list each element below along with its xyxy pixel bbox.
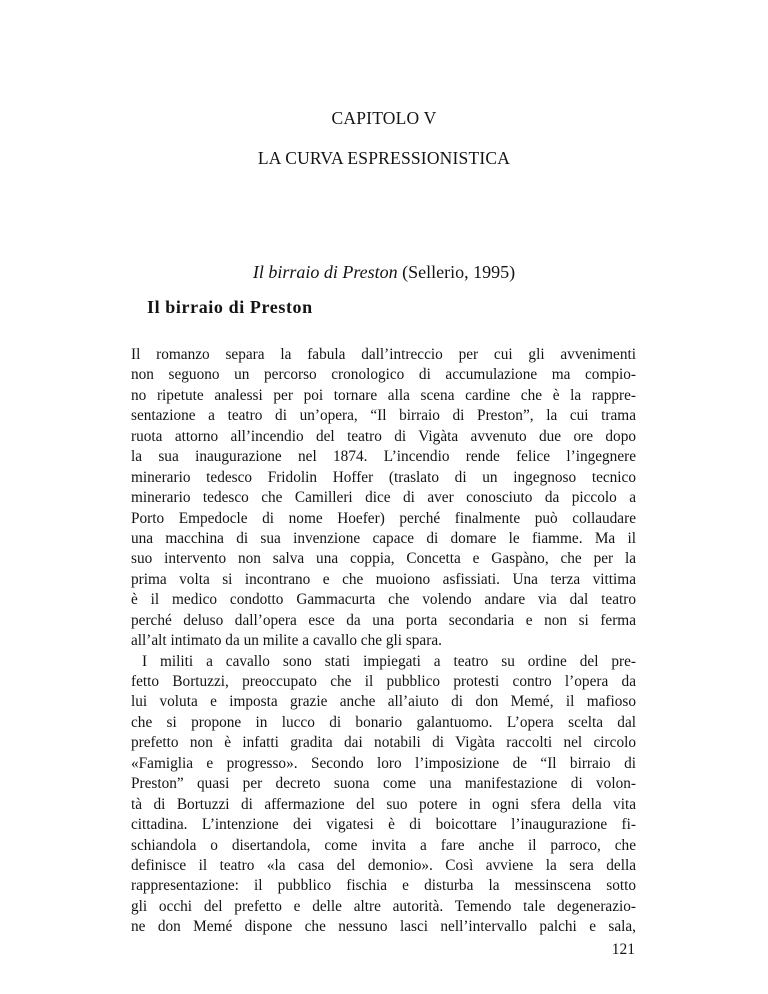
- text-line: gli occhi del prefetto e delle altre autorità. Temendo tale degenerazio-: [131, 897, 636, 915]
- text-line: ne don Memé dispone che nessuno lasci nell’intervallo palchi e sala,: [131, 918, 636, 936]
- text-line: fetto Bortuzzi, preoccupato che il pubblico protesti contro l’opera da: [131, 673, 636, 690]
- text-line: sentazione a teatro di un’opera, “Il birraio di Preston”, la cui trama: [131, 407, 636, 425]
- text-line: che si propone in lucco di bonario galantuomo. L’opera scelta dal: [131, 713, 636, 731]
- text-line: ruota attorno all’incendio del teatro di Vigàta avvenuto due ore dopo: [131, 427, 636, 445]
- text-line: non seguono un percorso cronologico di accumulazione ma compio-: [131, 366, 636, 384]
- text-line: all’alt intimato da un milite a cavallo che gli spara.: [131, 632, 442, 650]
- text-line: minerario tedesco che Camilleri dice di aver conosciuto da piccolo a: [131, 489, 636, 507]
- chapter-number: CAPITOLO V: [331, 108, 437, 128]
- page-number: 121: [611, 941, 635, 958]
- section-heading: Il birraio di Preston: [147, 297, 313, 317]
- text-line: I militi a cavallo sono stati impiegati a teatro su ordine del pre-: [142, 652, 636, 670]
- text-line: tà di Bortuzzi di affermazione del suo potere in ogni sfera della vita: [131, 795, 636, 813]
- text-line: cittadina. L’intenzione dei vigatesi è di boicottare l’inaugurazione fi-: [131, 816, 636, 834]
- text-line: Porto Empedocle di nome Hoefer) perché finalmente può collaudare: [131, 509, 636, 527]
- body-text: [131, 345, 636, 938]
- text-line: Il romanzo separa la fabula dall’intreccio per cui gli avvenimenti: [131, 346, 636, 363]
- chapter-title: LA CURVA ESPRESSIONISTICA: [257, 148, 511, 168]
- text-line: no ripetute analessi per poi tornare alla scena cardine che è la rappre-: [131, 386, 636, 404]
- text-line: prima volta si incontrano e che muoiono asfissiati. Una terza vittima: [131, 570, 636, 588]
- text-line: schiandola o disertandola, come invita a fare anche il parroco, che: [131, 836, 636, 854]
- text-line: rappresentazione: il pubblico fischia e disturba la messinscena sotto: [131, 877, 636, 895]
- book-title: [0, 262, 768, 283]
- text-line: prefetto non è infatti gradita dai notabili di Vigàta raccolti nel circolo: [131, 734, 636, 752]
- text-line: «Famiglia e progresso». Secondo loro l’imposizione de “Il birraio di: [131, 754, 636, 772]
- text-line: lui voluta e imposta grazie anche all’aiuto di don Memé, il mafioso: [131, 693, 636, 711]
- text-line: minerario tedesco Fridolin Hoffer (traslato di un ingegnoso tecnico: [131, 468, 636, 486]
- book-title-italic: Il birraio di Preston: [252, 262, 398, 282]
- text-line: una macchina di sua invenzione capace di domare le fiamme. Ma il: [131, 529, 636, 547]
- text-line: la sua inaugurazione nel 1874. L’incendio rende felice l’ingegnere: [131, 448, 636, 466]
- text-line: Preston” quasi per decreto suona come una manifestazione di volon-: [131, 775, 636, 793]
- text-line: perché deluso dall’opera esce da una porta secondaria e non si ferma: [131, 611, 636, 629]
- text-line: suo intervento non salva una coppia, Concetta e Gaspàno, che per la: [131, 550, 636, 568]
- text-line: definisce il teatro «la casa del demonio». Così avviene la sera della: [131, 856, 636, 874]
- book-title-publisher: (Sellerio, 1995): [397, 262, 516, 282]
- text-line: è il medico condotto Gammacurta che volendo andare via dal teatro: [131, 591, 636, 609]
